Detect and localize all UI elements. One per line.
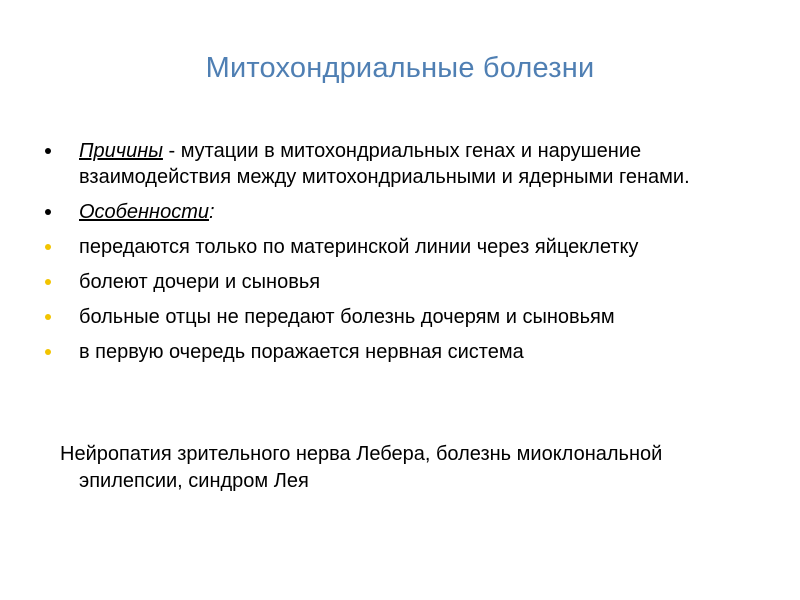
bullet-dot-icon [45, 314, 51, 320]
bullet-lead-causes: Причины [79, 140, 163, 162]
bullet-maternal [44, 234, 779, 260]
bullet-causes [44, 138, 779, 190]
bullet-dot-icon [45, 148, 51, 154]
bullet-suffix-features: : [208, 201, 215, 223]
bullet-text-causes: - мутации в митохондриальных генах и нарушение взаимодействия между митохондриальными и ядерными генами. [79, 140, 690, 188]
bullet-dot-icon [45, 279, 51, 285]
bullet-text-affected: болеют дочери и сыновья [79, 271, 321, 293]
bullet-affected [44, 269, 779, 295]
bullet-features [44, 199, 779, 225]
disease-examples: Нейропатия зрительного нерва Лебера, болезнь миоклональной эпилепсии, синдром Лея [60, 443, 663, 492]
bullet-text-fathers: больные отцы не передают болезнь дочерям и сыновьям [79, 306, 615, 328]
bullet-dot-icon [45, 209, 51, 215]
bullet-dot-icon [45, 244, 51, 250]
bullet-text-maternal: передаются только по материнской линии через яйцеклетку [79, 236, 639, 258]
bullet-nervous [44, 339, 779, 365]
bullet-list [44, 138, 779, 374]
bullet-dot-icon [45, 349, 51, 355]
bullet-lead-features: Особенности [79, 201, 209, 223]
slide-title: Митохондриальные болезни [205, 52, 595, 84]
bullet-text-nervous: в первую очередь поражается нервная система [79, 341, 524, 363]
bullet-fathers [44, 304, 779, 330]
